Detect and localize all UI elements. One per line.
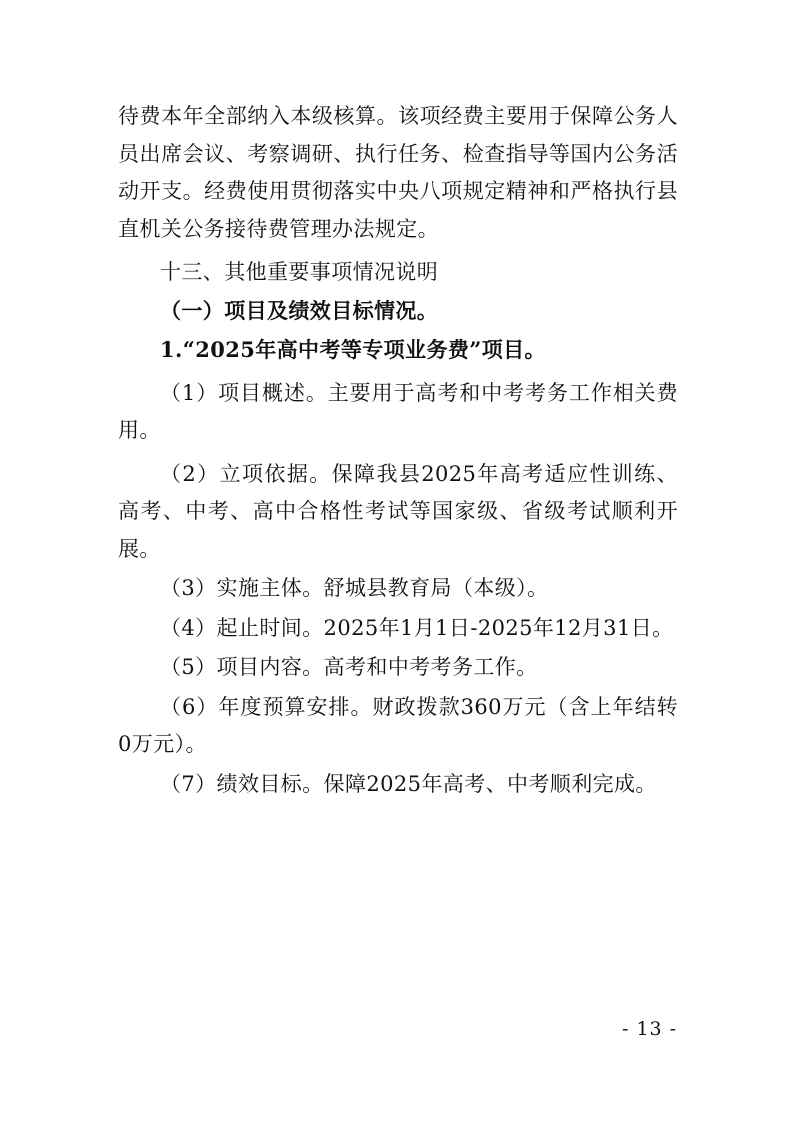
- document-body: [118, 98, 678, 803]
- item-overview: （1）项目概述。主要用于高考和中考考务工作相关费用。: [118, 380, 678, 442]
- subsection-heading: （一）项目及绩效目标情况。: [160, 297, 439, 323]
- item-budget: （6）年度预算安排。财政拨款360万元（含上年结转0万元）。: [118, 694, 678, 756]
- item-goal: （7）绩效目标。保障2025年高考、中考顺利完成。: [160, 771, 657, 796]
- item-subject: （3）实施主体。舒城县教育局（本级）。: [160, 576, 549, 600]
- page-number: - 13 -: [622, 1018, 678, 1040]
- section-heading: 十三、其他重要事项情况说明: [160, 260, 439, 284]
- item-basis: （2）立项依据。保障我县2025年高考适应性训练、高考、中考、高中合格性考试等国家级、省级考试顺利开展。: [118, 461, 678, 561]
- item-period: （4）起止时间。2025年1月1日-2025年12月31日。: [160, 615, 674, 640]
- intro-paragraph: 待费本年全部纳入本级核算。该项经费主要用于保障公务人员出席会议、考察调研、执行任务、检查指导等国内公务活动开支。经费使用贯彻落实中央八项规定精神和严格执行县直机关公务接待费管理办法规定。: [118, 104, 678, 241]
- project-heading: 1.“2025年高中考等专项业务费”项目。: [160, 337, 546, 362]
- item-content: （5）项目内容。高考和中考考务工作。: [160, 655, 538, 679]
